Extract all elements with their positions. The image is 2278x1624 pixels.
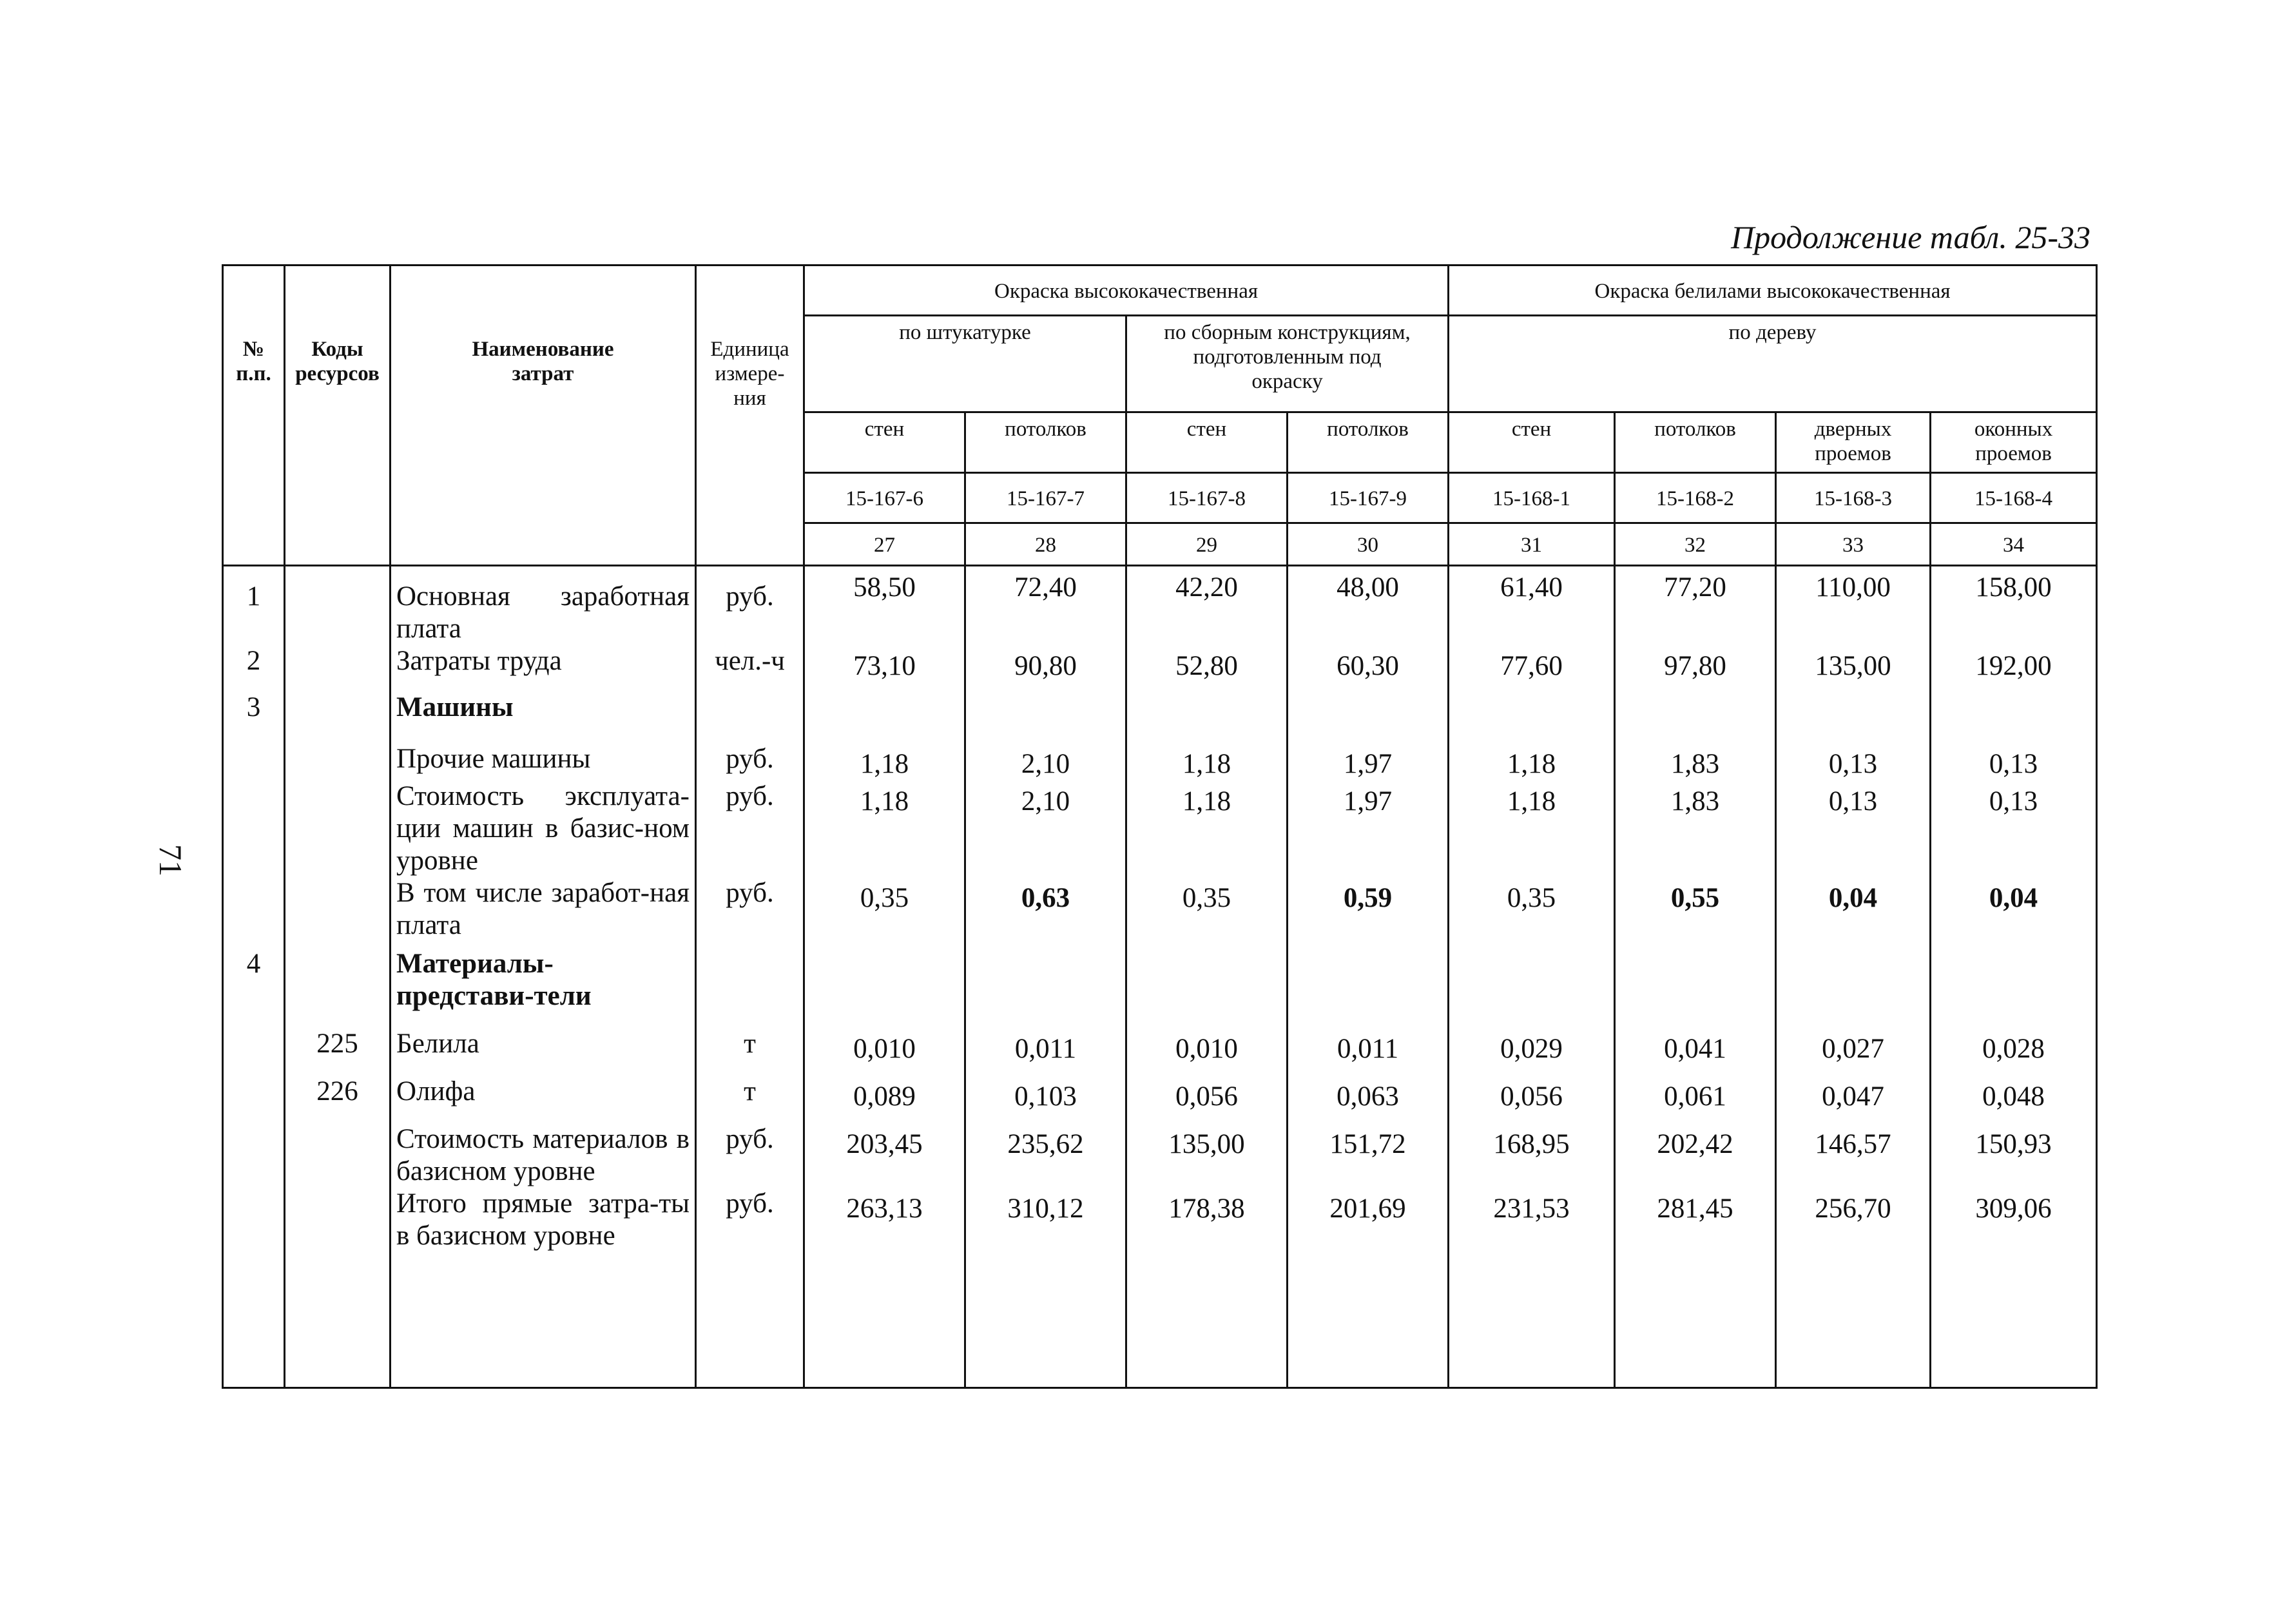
- unit-of-measure: руб.: [696, 743, 804, 780]
- value-cell: [1126, 691, 1288, 743]
- table-body: [223, 566, 2097, 1388]
- header-sub-wood-text: по дереву: [1728, 321, 1817, 344]
- header-codes-text: Коды ресурсов: [295, 338, 380, 385]
- unit-of-measure: руб.: [696, 780, 804, 877]
- value-cell: 0,04: [1931, 877, 2097, 948]
- value-cell: 1,18: [1449, 780, 1615, 877]
- value-cell: 0,13: [1931, 743, 2097, 780]
- value-cell: 1,97: [1288, 780, 1449, 877]
- value-cell: 97,80: [1615, 645, 1776, 691]
- value-cell: 52,80: [1126, 645, 1288, 691]
- value-cell: 58,50: [804, 566, 965, 646]
- table-row: [223, 1123, 2097, 1188]
- value-cell: 0,13: [1776, 780, 1931, 877]
- header-sub-prefab: [1126, 316, 1449, 412]
- value-cell: 0,13: [1931, 780, 2097, 877]
- header-sub-prefab-text: по сборным конструкциям, подготовленным под окраску: [1164, 321, 1411, 393]
- value-cell: 231,53: [1449, 1188, 1615, 1387]
- value-cell: 0,056: [1126, 1076, 1288, 1123]
- value-cell: 90,80: [965, 645, 1126, 691]
- table-row: [223, 566, 2097, 646]
- row-number: [223, 1123, 285, 1188]
- value-cell: [1615, 691, 1776, 743]
- value-cell: 0,056: [1449, 1076, 1615, 1123]
- value-cell: 110,00: [1776, 566, 1931, 646]
- header-col-label: [1615, 412, 1776, 473]
- header-col-number: 32: [1615, 523, 1776, 566]
- row-number: 3: [223, 691, 285, 743]
- table-row: [223, 877, 2097, 948]
- header-col-label-text: потолков: [1327, 418, 1409, 441]
- value-cell: 0,063: [1288, 1076, 1449, 1123]
- page-number: 71: [153, 844, 189, 876]
- resource-code: [285, 780, 391, 877]
- header-col-code: 15-167-6: [804, 473, 965, 523]
- cost-name: Основная заработная плата: [391, 566, 696, 646]
- value-cell: 0,089: [804, 1076, 965, 1123]
- value-cell: 0,061: [1615, 1076, 1776, 1123]
- value-cell: 2,10: [965, 743, 1126, 780]
- value-cell: [1126, 948, 1288, 1028]
- row-number: [223, 780, 285, 877]
- resource-code: [285, 877, 391, 948]
- header-col-code: 15-168-3: [1776, 473, 1931, 523]
- value-cell: 60,30: [1288, 645, 1449, 691]
- row-number: [223, 1188, 285, 1387]
- cost-name: Итого прямые затра-ты в базисном уровне: [391, 1188, 696, 1387]
- row-number: [223, 1028, 285, 1076]
- unit-of-measure: т: [696, 1076, 804, 1123]
- unit-of-measure: руб.: [696, 877, 804, 948]
- value-cell: 135,00: [1776, 645, 1931, 691]
- value-cell: [1931, 691, 2097, 743]
- table-row: [223, 645, 2097, 691]
- header-col-label: [1449, 412, 1615, 473]
- header-col-number: 27: [804, 523, 965, 566]
- value-cell: 0,55: [1615, 877, 1776, 948]
- resource-code: 226: [285, 1076, 391, 1123]
- value-cell: 0,041: [1615, 1028, 1776, 1076]
- value-cell: 178,38: [1126, 1188, 1288, 1387]
- header-group-high-quality: Окраска высококачественная: [804, 266, 1449, 316]
- value-cell: 1,18: [1126, 743, 1288, 780]
- value-cell: 309,06: [1931, 1188, 2097, 1387]
- value-cell: 0,011: [965, 1028, 1126, 1076]
- resource-code: [285, 566, 391, 646]
- header-col-code: 15-167-7: [965, 473, 1126, 523]
- table-row: [223, 743, 2097, 780]
- header-col-label: [1126, 412, 1288, 473]
- value-cell: 1,18: [1449, 743, 1615, 780]
- table-row: [223, 1028, 2097, 1076]
- header-codes: [285, 266, 391, 566]
- header-col-label: [1931, 412, 2097, 473]
- value-cell: [1288, 691, 1449, 743]
- header-col-label: [1288, 412, 1449, 473]
- header-col-label-text: оконных проемов: [1974, 418, 2053, 465]
- value-cell: [1776, 948, 1931, 1028]
- value-cell: 0,047: [1776, 1076, 1931, 1123]
- header-col-label-text: потолков: [1654, 418, 1736, 441]
- value-cell: 0,010: [1126, 1028, 1288, 1076]
- header-sub-plaster: [804, 316, 1126, 412]
- value-cell: 0,028: [1931, 1028, 2097, 1076]
- header-unit-text: Единица измере- ния: [710, 338, 789, 410]
- value-cell: 201,69: [1288, 1188, 1449, 1387]
- value-cell: 77,60: [1449, 645, 1615, 691]
- value-cell: 0,029: [1449, 1028, 1615, 1076]
- resource-code: [285, 1188, 391, 1387]
- header-col-number: 28: [965, 523, 1126, 566]
- resource-code: [285, 1123, 391, 1188]
- header-col-code: 15-168-4: [1931, 473, 2097, 523]
- table-row: [223, 780, 2097, 877]
- value-cell: 42,20: [1126, 566, 1288, 646]
- value-cell: 0,103: [965, 1076, 1126, 1123]
- cost-name: Затраты труда: [391, 645, 696, 691]
- value-cell: [804, 948, 965, 1028]
- value-cell: 203,45: [804, 1123, 965, 1188]
- value-cell: 1,83: [1615, 743, 1776, 780]
- value-cell: 263,13: [804, 1188, 965, 1387]
- header-col-code: 15-168-1: [1449, 473, 1615, 523]
- header-num: [223, 266, 285, 566]
- resource-code: [285, 691, 391, 743]
- row-number: 2: [223, 645, 285, 691]
- value-cell: [1288, 948, 1449, 1028]
- value-cell: 0,048: [1931, 1076, 2097, 1123]
- header-col-label: [965, 412, 1126, 473]
- value-cell: 1,83: [1615, 780, 1776, 877]
- unit-of-measure: руб.: [696, 566, 804, 646]
- value-cell: 72,40: [965, 566, 1126, 646]
- value-cell: [1776, 691, 1931, 743]
- header-col-number: 29: [1126, 523, 1288, 566]
- header-col-label: [804, 412, 965, 473]
- cost-name: Стоимость эксплуата-ции машин в базис-ном уровне: [391, 780, 696, 877]
- value-cell: 281,45: [1615, 1188, 1776, 1387]
- cost-name: Олифа: [391, 1076, 696, 1123]
- value-cell: [965, 691, 1126, 743]
- header-name-text: Наименование затрат: [472, 338, 614, 385]
- header-col-label-text: стен: [1186, 418, 1227, 441]
- header-col-label-text: дверных проемов: [1814, 418, 1892, 465]
- value-cell: 150,93: [1931, 1123, 2097, 1188]
- unit-of-measure: [696, 691, 804, 743]
- value-cell: 202,42: [1615, 1123, 1776, 1188]
- value-cell: 135,00: [1126, 1123, 1288, 1188]
- cost-name: Машины: [391, 691, 696, 743]
- value-cell: [804, 691, 965, 743]
- value-cell: 192,00: [1931, 645, 2097, 691]
- header-col-label: [1776, 412, 1931, 473]
- header-col-number: 31: [1449, 523, 1615, 566]
- header-col-number: 34: [1931, 523, 2097, 566]
- cost-name: В том числе заработ-ная плата: [391, 877, 696, 948]
- unit-of-measure: т: [696, 1028, 804, 1076]
- cost-name: Материалы-представи-тели: [391, 948, 696, 1028]
- header-col-code: 15-168-2: [1615, 473, 1776, 523]
- value-cell: 2,10: [965, 780, 1126, 877]
- resource-code: 225: [285, 1028, 391, 1076]
- header-sub-plaster-text: по штукатурке: [899, 321, 1031, 344]
- value-cell: 0,04: [1776, 877, 1931, 948]
- value-cell: 256,70: [1776, 1188, 1931, 1387]
- resource-code: [285, 743, 391, 780]
- unit-of-measure: руб.: [696, 1188, 804, 1387]
- value-cell: 146,57: [1776, 1123, 1931, 1188]
- header-col-code: 15-167-8: [1126, 473, 1288, 523]
- row-number: 1: [223, 566, 285, 646]
- header-num-text: № п.п.: [236, 338, 271, 385]
- cost-name: Белила: [391, 1028, 696, 1076]
- value-cell: 1,18: [804, 780, 965, 877]
- value-cell: 1,97: [1288, 743, 1449, 780]
- table-row: [223, 948, 2097, 1028]
- value-cell: [1615, 948, 1776, 1028]
- cost-name: Прочие машины: [391, 743, 696, 780]
- header-name: [391, 266, 696, 566]
- header-col-number: 33: [1776, 523, 1931, 566]
- value-cell: [1449, 948, 1615, 1028]
- resource-code: [285, 948, 391, 1028]
- table-row: [223, 1076, 2097, 1123]
- value-cell: [1449, 691, 1615, 743]
- unit-of-measure: [696, 948, 804, 1028]
- header-col-code: 15-167-9: [1288, 473, 1449, 523]
- value-cell: 151,72: [1288, 1123, 1449, 1188]
- value-cell: 0,027: [1776, 1028, 1931, 1076]
- header-col-label-text: стен: [1511, 418, 1552, 441]
- value-cell: 168,95: [1449, 1123, 1615, 1188]
- cost-table: [222, 264, 2098, 1389]
- value-cell: 0,011: [1288, 1028, 1449, 1076]
- value-cell: [1931, 948, 2097, 1028]
- header-group-whitewash: Окраска белилами высококачественная: [1449, 266, 2097, 316]
- value-cell: 0,13: [1776, 743, 1931, 780]
- value-cell: 1,18: [1126, 780, 1288, 877]
- value-cell: 77,20: [1615, 566, 1776, 646]
- unit-of-measure: руб.: [696, 1123, 804, 1188]
- header-unit: [696, 266, 804, 566]
- table-continuation-caption: Продолжение табл. 25-33: [1731, 219, 2090, 255]
- table-header: [223, 266, 2097, 566]
- value-cell: 0,35: [1449, 877, 1615, 948]
- header-col-number: 30: [1288, 523, 1449, 566]
- value-cell: 73,10: [804, 645, 965, 691]
- value-cell: 1,18: [804, 743, 965, 780]
- value-cell: 61,40: [1449, 566, 1615, 646]
- header-sub-wood: [1449, 316, 2097, 412]
- value-cell: [965, 948, 1126, 1028]
- value-cell: 310,12: [965, 1188, 1126, 1387]
- resource-code: [285, 645, 391, 691]
- value-cell: 0,35: [1126, 877, 1288, 948]
- value-cell: 158,00: [1931, 566, 2097, 646]
- value-cell: 235,62: [965, 1123, 1126, 1188]
- value-cell: 0,010: [804, 1028, 965, 1076]
- value-cell: 0,35: [804, 877, 965, 948]
- table-row: [223, 1188, 2097, 1387]
- row-number: [223, 877, 285, 948]
- value-cell: 0,59: [1288, 877, 1449, 948]
- row-number: [223, 743, 285, 780]
- header-col-label-text: стен: [864, 418, 905, 441]
- cost-name: Стоимость материалов в базисном уровне: [391, 1123, 696, 1188]
- table-row: [223, 691, 2097, 743]
- header-col-label-text: потолков: [1005, 418, 1086, 441]
- row-number: [223, 1076, 285, 1123]
- unit-of-measure: чел.-ч: [696, 645, 804, 691]
- value-cell: 0,63: [965, 877, 1126, 948]
- value-cell: 48,00: [1288, 566, 1449, 646]
- row-number: 4: [223, 948, 285, 1028]
